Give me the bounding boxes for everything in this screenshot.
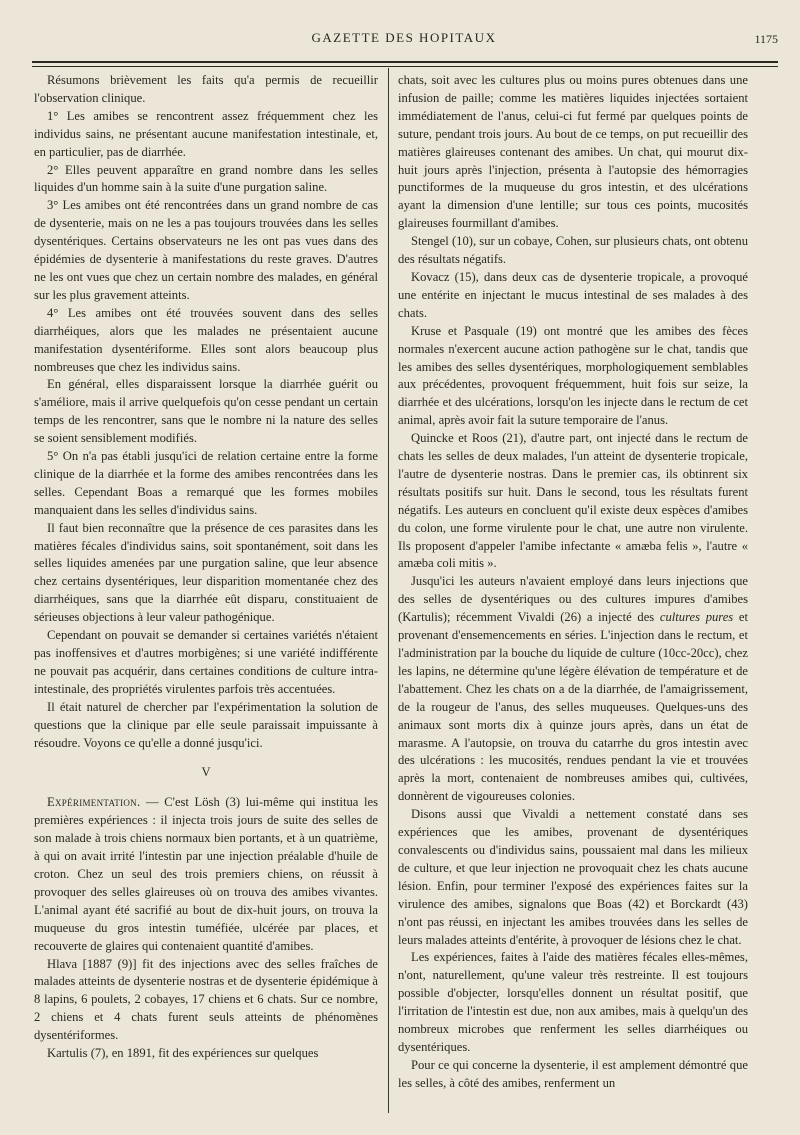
paragraph: 4° Les amibes ont été trouvées souvent dans des selles diarrhéiques, alors que les malades ne présentaient aucune manifestation dysentériforme. Elles sont alors beaucoup plus nombreuses que chez les individus sains. xyxy=(34,305,378,374)
paragraph: Les expériences, faites à l'aide des matières fécales elles-mêmes, n'ont, naturellement, qu'une valeur très restreinte. Il est toujours possible d'objecter, lorsqu'elles donnent un résultat positif, que l'irritation de l'intestin est due, non aux amibes, mais à quelqu'un des nombreux microbes que renferment les selles diarrhéiques ou dysentériques. xyxy=(398,950,748,1054)
paragraph xyxy=(398,573,748,806)
paragraph: Il était naturel de chercher par l'expérimentation la solution de questions que la clinique par elle seule paraissait impuissante à résoudre. Voyons ce qu'elle a donné jusqu'ici. xyxy=(34,699,378,750)
paragraph-text: et provenant d'ensemencements en séries. L'injection dans le rectum, et l'administration par la bouche du liquide de culture (10cc-20cc), chez les lapins, ne détermine qu'une légère élévation de température et de l'abattement. Chez les chats on a de la diarrhée, de l'amaigrissement, de la rougeur de l'anus, des selles muqueuses. Quelques-uns des animaux sont morts dix à quinze jours après, dans un état de marasme. A l'autopsie, on trouva du catarrhe du gros intestin avec des ulcérations : les mucosités, rendues pendant la vie et trouvées après la mort, contenaient de nombreuses amibes qui, cultivées, donnèrent de vigoureuses colonies. xyxy=(398,610,748,804)
header-rule-thin xyxy=(32,66,778,67)
paragraph: Hlava [1887 (9)] fit des injections avec des selles fraîches de malades atteints de dysenterie nostras et de dysenterie épidémique à 8 lapins, 6 poulets, 2 cobayes, 17 chiens et 6 chats. Sur ce nombre, 2 chiens et 4 chats furent seuls atteints de phénomènes dysentériformes. xyxy=(34,956,378,1043)
paragraph xyxy=(34,794,378,955)
page-number: 1175 xyxy=(754,32,778,46)
journal-title: GAZETTE DES HOPITAUX xyxy=(311,30,497,45)
paragraph: 5° On n'a pas établi jusqu'ici de relation certaine entre la forme clinique de la diarrhée et la forme des amibes rencontrées dans les selles. Cependant Boas a remarqué que les formes mobiles manquaient dans les selles d'individus sains. xyxy=(34,449,378,517)
italic-text: cultures pures xyxy=(659,610,734,625)
paragraph: chats, soit avec les cultures plus ou moins pures obtenues dans une infusion de paille; comme les matières liquides injectées sortaient immédiatement de l'anus, celui-ci fut fermé par quelques points de suture, pendant trois jours. Au bout de ce temps, on put recueillir des matières glaireuses contenant des amibes. Un chat, qui mourut dix-huit jours après l'injection, présenta à l'autopsie des hémorragies punctiformes de la muqueuse du gros intestin, et des ulcérations ayant la dimension d'une lentille; sur tous ces points, mucosités glaireuses fourmillant d'amibes. xyxy=(398,73,748,231)
section-heading: Expérimentation. xyxy=(47,795,141,810)
right-column xyxy=(398,72,748,1118)
paragraph: 1° Les amibes se rencontrent assez fréquemment chez les individus sains, ne présentant aucune manifestation intestinale, et, en particulier, pas de diarrhée. xyxy=(34,108,378,159)
paragraph-text: — C'est Lösh (3) lui-même qui institua les premières expériences : il injecta trois jours de suite des selles de son malade à trois chiens normaux bien portants, et à un quatrième, à qui on avait irrité l'intestin par une injection préalable d'huile de croton. Chez un seul des trois premiers chiens, on réussit à provoquer des selles glaireuses où on trouva des amibes vivantes. L'animal ayant été sacrifié au bout de dix-huit jours, on trouva la muqueuse du gros intestin tuméfiée, ulcérée par places, et recouverte de glaires qui contenaient quantité d'amibes. xyxy=(34,795,378,953)
header-rule-thick xyxy=(32,61,778,63)
paragraph: 3° Les amibes ont été rencontrées dans un grand nombre de cas de dysenterie, mais on ne les a pas toujours trouvées dans les selles dysentériques. Certains observateurs ne les ont pas vues dans des épidémies de dysenterie à manifestations du reste graves. D'autres ne les ont vues que chez un certain nombre des malades, en général sur les plus gravement atteints. xyxy=(34,198,378,302)
page-header xyxy=(30,30,778,52)
paragraph: Cependant on pouvait se demander si certaines variétés n'étaient pas inoffensives et d'autres morbigènes; si une variété indifférente ne pouvait pas acquérir, dans certaines conditions de culture intra-intestinale, des propriétés virulentes parfois très accentuées. xyxy=(34,628,378,696)
paragraph: Quincke et Roos (21), d'autre part, ont injecté dans le rectum de chats les selles de deux malades, l'un atteint de dysenterie tropicale, l'autre de dysenterie nostras. Dans le premier cas, ils obtinrent six résultats positifs sur huit. Dans le second, tous les résultats furent négatifs. Les auteurs en concluent qu'il existe deux espèces d'amibes du colon, une forme virulente pour le chat, une autre non virulente. Ils proposent d'appeler l'amibe infectante « amæba felis », l'autre « amæba coli mitis ». xyxy=(398,431,748,571)
paragraph: Résumons brièvement les faits qu'a permis de recueillir l'observation clinique. xyxy=(34,73,378,105)
paragraph: 2° Elles peuvent apparaître en grand nombre dans les selles liquides d'un homme sain à la suite d'une purgation saline. xyxy=(34,162,378,195)
paragraph: Il faut bien reconnaître que la présence de ces parasites dans les matières fécales d'individus sains, soit spontanément, soit dans les selles liquides amenées par une purgation saline, que leur absence chez certains dysentériques, leur disparition momentanée chez des diarrhéiques, sans que la diarrhée eût disparu, constituaient de sérieuses objections à leur valeur pathogénique. xyxy=(34,520,378,625)
paragraph: Pour ce qui concerne la dysenterie, il est amplement démontré que les selles, à côté des amibes, renferment un xyxy=(398,1057,748,1090)
paragraph: Disons aussi que Vivaldi a nettement constaté dans ses expériences que les amibes, provenant de dysentériques convalescents ou d'individus sains, poussaient mal dans les milieux de culture, et que leur injection ne provoquait chez les chats aucune lésion. Enfin, pour terminer l'exposé des expériences faites sur la virulence des amibes, signalons que Boas (42) et Borckardt (43) n'ont pas réussi, en injectant les amibes trouvées dans les selles de leurs malades atteints d'entérite, à provoquer de lésions chez le chat. xyxy=(398,807,748,947)
paragraph: En général, elles disparaissent lorsque la diarrhée guérit ou s'améliore, mais il arrive quelquefois qu'on cesse pendant un certain temps de les rencontrer, sans que le nombre ni la nature des selles se soient sensiblement modifiés. xyxy=(34,377,378,446)
column-divider xyxy=(388,68,389,1113)
paragraph: Kartulis (7), en 1891, fit des expériences sur quelques xyxy=(47,1046,319,1061)
paragraph: Stengel (10), sur un cobaye, Cohen, sur plusieurs chats, ont obtenu des résultats négatifs. xyxy=(398,234,748,267)
paragraph: Kruse et Pasquale (19) ont montré que les amibes des fèces normales n'exercent aucune action pathogène sur le chat, tandis que les amibes des selles dysentériques, morphologiquement semblables aux précédentes, provoquent fréquemment, huit fois sur seize, la diarrhée et des ulcérations, lorsqu'on les injecte dans le rectum de cet animal, après avoir fait la suture temporaire de l'anus. xyxy=(398,323,748,428)
paragraph-text: Jusqu'ici les auteurs n'avaient employé dans leurs injections que des selles de dysentériques ou des cultures impures d'amibes (Kartulis); récemment Vivaldi (26) a injecté des xyxy=(398,574,748,625)
left-column xyxy=(34,72,378,1118)
section-number: V xyxy=(201,765,211,780)
paragraph: Kovacz (15), dans deux cas de dysenterie tropicale, a provoqué une entérite en injectant le mucus intestinal de ses malades à des chats. xyxy=(398,269,748,320)
